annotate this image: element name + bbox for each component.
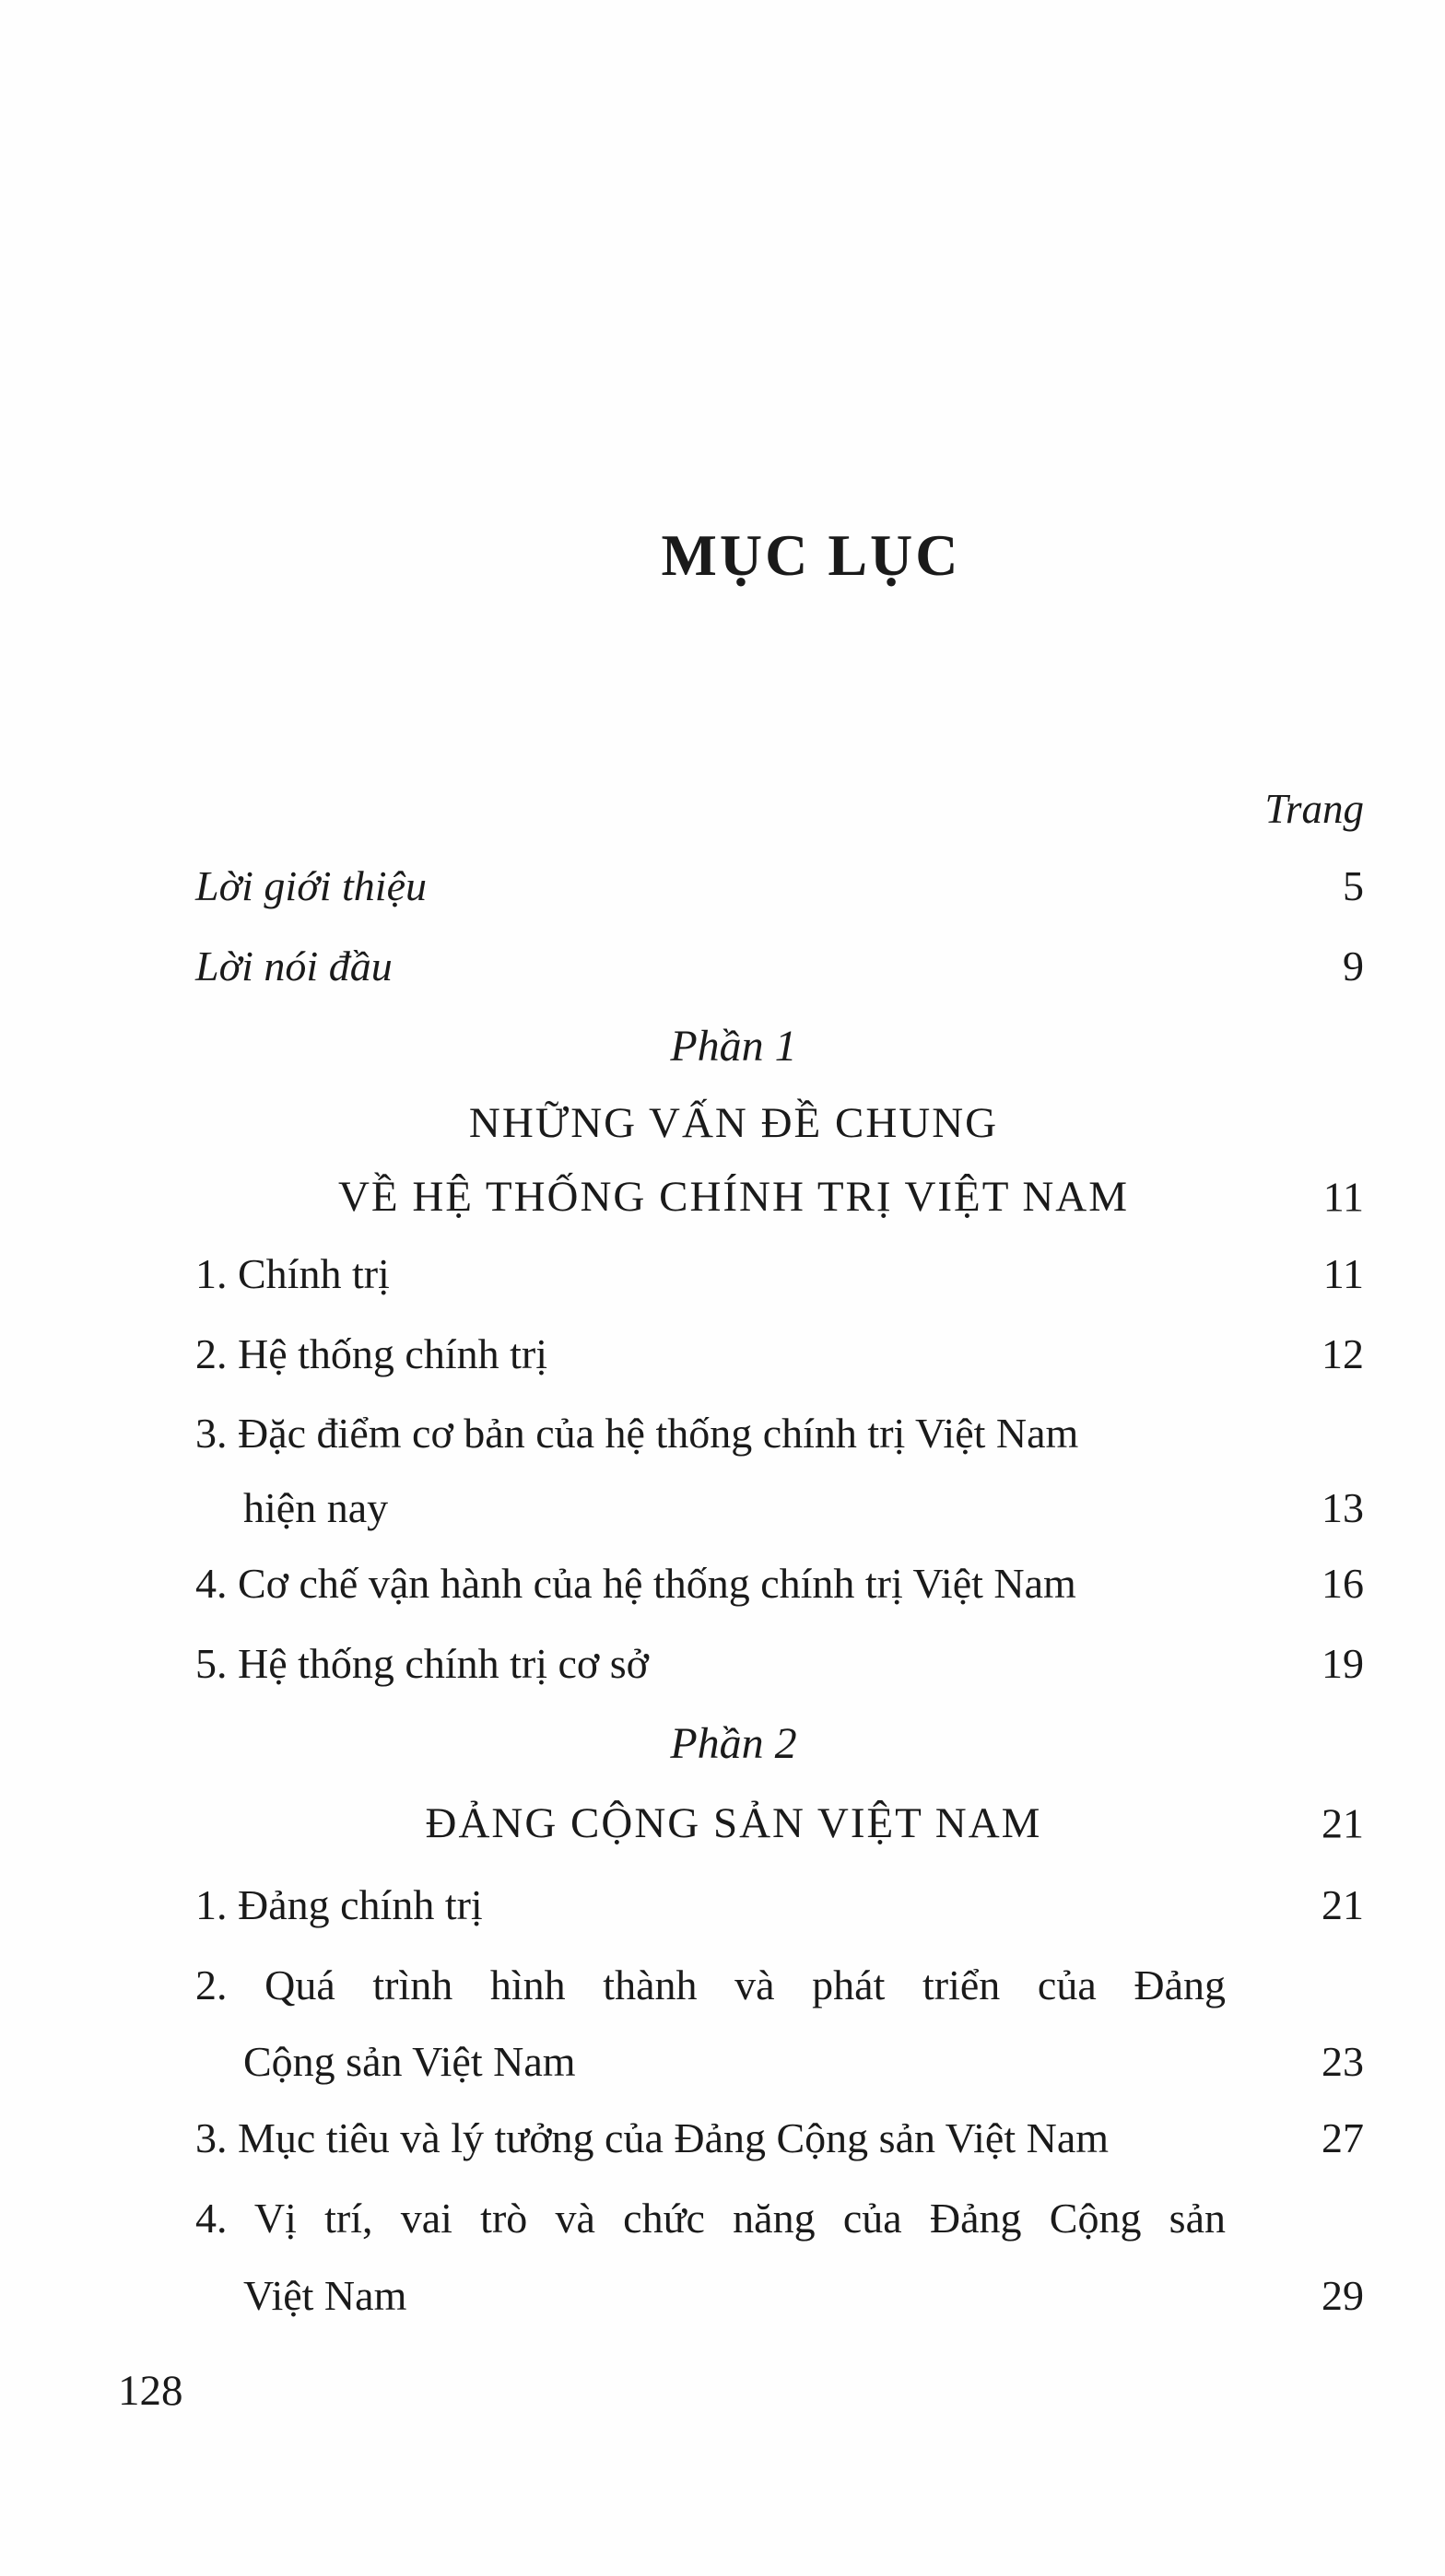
part-label: Phần 1: [670, 1022, 797, 1071]
toc-page-number: 27: [1322, 2113, 1364, 2161]
toc-page-number: 16: [1322, 1560, 1364, 1607]
toc-page-number: 23: [1322, 2037, 1364, 2085]
section-heading: VỀ HỆ THỐNG CHÍNH TRỊ VIỆT NAM: [337, 1173, 1130, 1221]
toc-page-number: 21: [1322, 1799, 1364, 1847]
toc-entry-line1: [195, 2177, 1364, 2258]
toc-entry-line1: [195, 1945, 1364, 2024]
part-row: [195, 1006, 1364, 1086]
toc-entry-label: 5. Hệ thống chính trị cơ sở: [195, 1640, 649, 1687]
toc-page-number: 29: [1322, 2271, 1364, 2319]
part-row: [195, 1704, 1364, 1783]
section-heading: NHỮNG VẤN ĐỀ CHUNG: [468, 1099, 999, 1147]
toc-entry-label: 1. Chính trị: [195, 1250, 390, 1297]
toc-page-number: 12: [1322, 1330, 1364, 1377]
column-header-trang: Trang: [1264, 786, 1364, 832]
toc-entry: [195, 846, 1364, 926]
toc-entry-label: Lời giới thiệu: [195, 862, 428, 909]
toc-entry-label: 4. Vị trí, vai trò và chức năng của Đảng Cộng sản: [195, 2194, 1226, 2242]
part-label: Phần 2: [670, 1718, 797, 1768]
section-heading-row: [195, 1086, 1364, 1160]
toc-entry-label: hiện nay: [243, 1483, 389, 1531]
toc-entry-label: 3. Mục tiêu và lý tưởng của Đảng Cộng sản Việt Nam: [195, 2113, 1110, 2161]
toc-entry: [195, 1234, 1364, 1314]
toc-entry-label: 3. Đặc điểm cơ bản của hệ thống chính trị Việt Nam: [195, 1409, 1079, 1457]
toc-page-number: 13: [1322, 1483, 1364, 1531]
toc-entry: [195, 1314, 1364, 1394]
toc-page-number: 11: [1322, 1173, 1364, 1221]
toc-entry: [195, 1543, 1364, 1623]
toc-entry: [195, 926, 1364, 1006]
toc-page-number: 19: [1322, 1640, 1364, 1687]
section-heading-row: [195, 1160, 1364, 1234]
toc-entry-label: Cộng sản Việt Nam: [243, 2037, 576, 2085]
toc-entry-label: Lời nói đầu: [195, 943, 393, 989]
toc-page-number: 9: [1343, 943, 1364, 989]
toc-entry-label: Việt Nam: [243, 2271, 407, 2319]
toc-entry-label: 4. Cơ chế vận hành của hệ thống chính trị Việt Nam: [195, 1560, 1076, 1607]
toc-entry-line2: [195, 1471, 1364, 1543]
toc-entry-line2: [195, 2258, 1364, 2332]
toc-entry-line2: [195, 2024, 1364, 2098]
toc-entry: [195, 1623, 1364, 1704]
table-of-contents: [195, 772, 1364, 2332]
toc-page-number: 11: [1322, 1250, 1364, 1297]
toc-entry-label: 1. Đảng chính trị: [195, 1880, 483, 1928]
toc-entry-line1: [195, 1394, 1364, 1471]
toc-entry-label: 2. Hệ thống chính trị: [195, 1330, 547, 1377]
toc-entry: [195, 2098, 1364, 2177]
toc-entry-label: 2. Quá trình hình thành và phát triển của Đảng: [195, 1961, 1226, 2008]
toc-page-number: 5: [1343, 862, 1364, 909]
toc-page-number: 21: [1322, 1880, 1364, 1928]
toc-entry: [195, 1864, 1364, 1945]
column-header-row: [195, 772, 1364, 846]
page-title: MỤC LỤC: [661, 522, 961, 588]
folio-page-number: 128: [118, 2367, 183, 2415]
section-heading: ĐẢNG CỘNG SẢN VIỆT NAM: [425, 1799, 1042, 1847]
section-heading-row: [195, 1783, 1364, 1864]
